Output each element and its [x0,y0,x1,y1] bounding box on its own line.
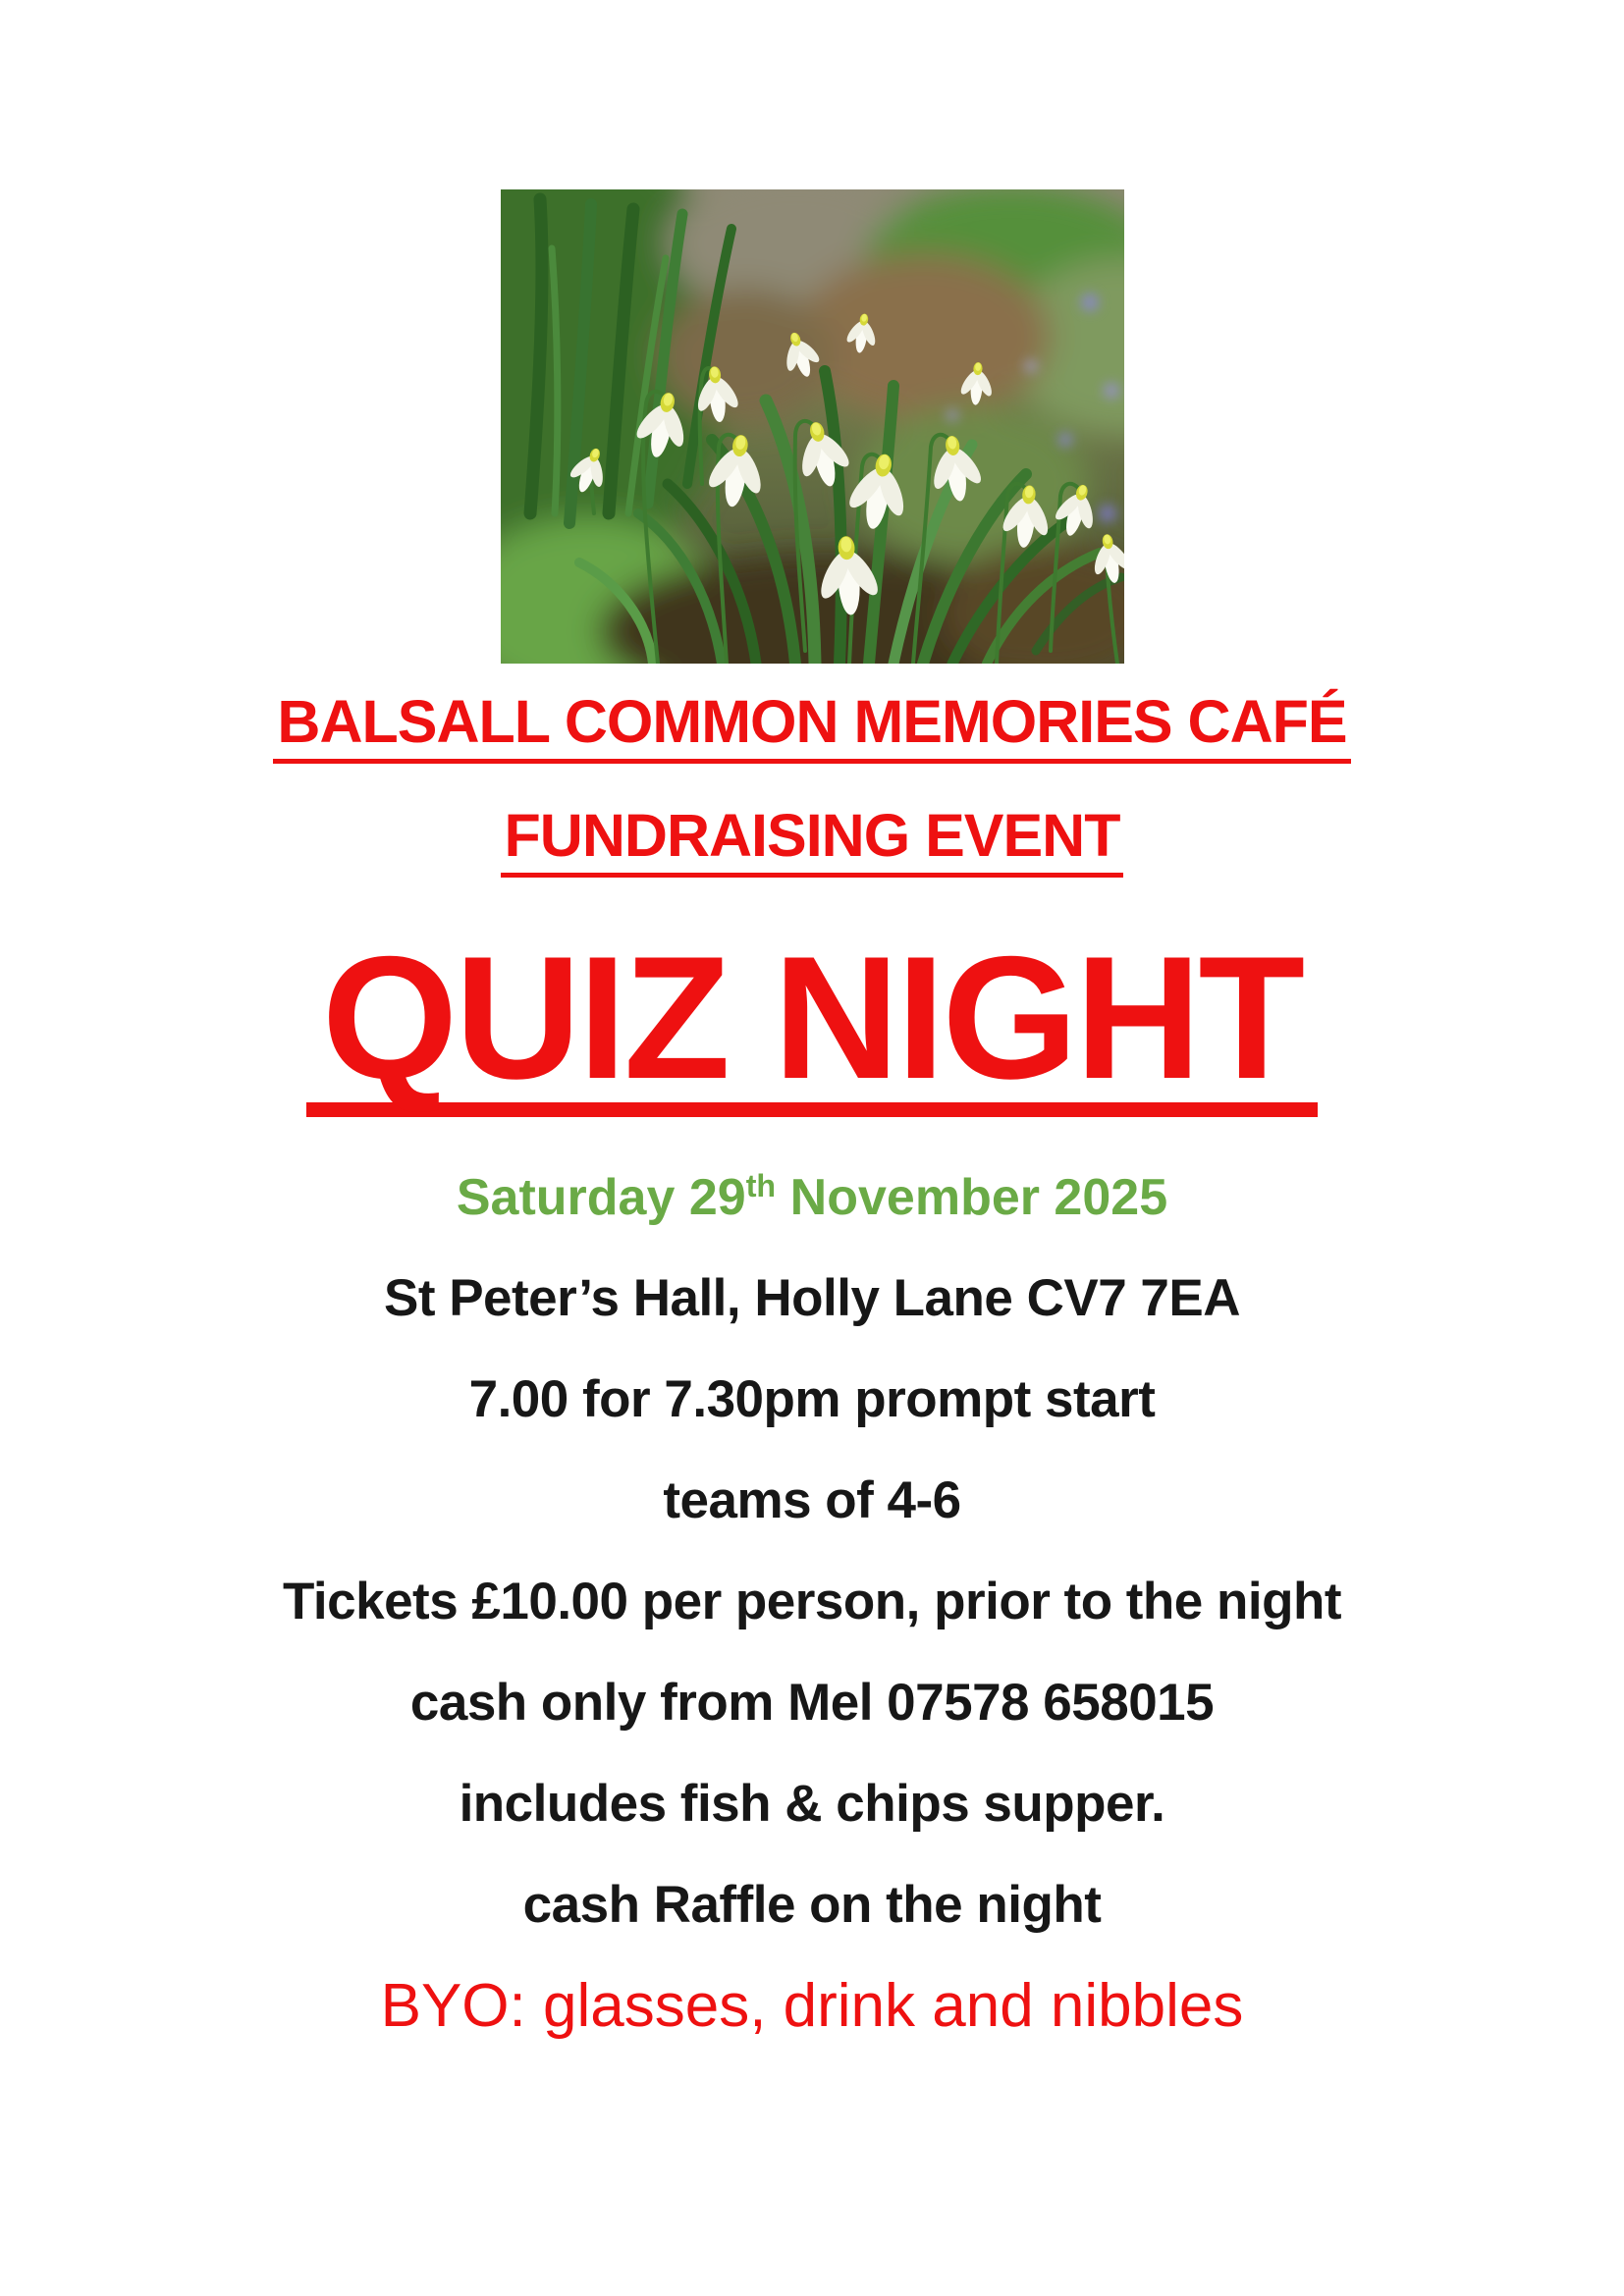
raffle-line: cash Raffle on the night [522,1875,1102,1934]
byo-line: BYO: glasses, drink and nibbles [380,1971,1244,2040]
snowdrops-photo [501,189,1124,664]
date-day-part: Saturday 29 [456,1168,746,1226]
date-rest: November 2025 [789,1168,1168,1226]
tickets-line: Tickets £10.00 per person, prior to the night [282,1572,1342,1630]
venue-line: St Peter’s Hall, Holly Lane CV7 7EA [383,1268,1241,1327]
time-line: 7.00 for 7.30pm prompt start [468,1369,1156,1428]
event-date [456,1167,1168,1226]
snowdrops-illustration [501,189,1124,664]
payment-line: cash only from Mel 07578 658015 [409,1673,1215,1732]
supper-line: includes fish & chips supper. [459,1774,1165,1833]
date-ordinal: th [745,1167,777,1203]
event-type-title: FUNDRAISING EVENT [501,807,1124,878]
organisation-title: BALSALL COMMON MEMORIES CAFÉ [273,693,1350,764]
teams-line: teams of 4-6 [663,1470,961,1529]
main-title: QUIZ NIGHT [306,942,1318,1117]
